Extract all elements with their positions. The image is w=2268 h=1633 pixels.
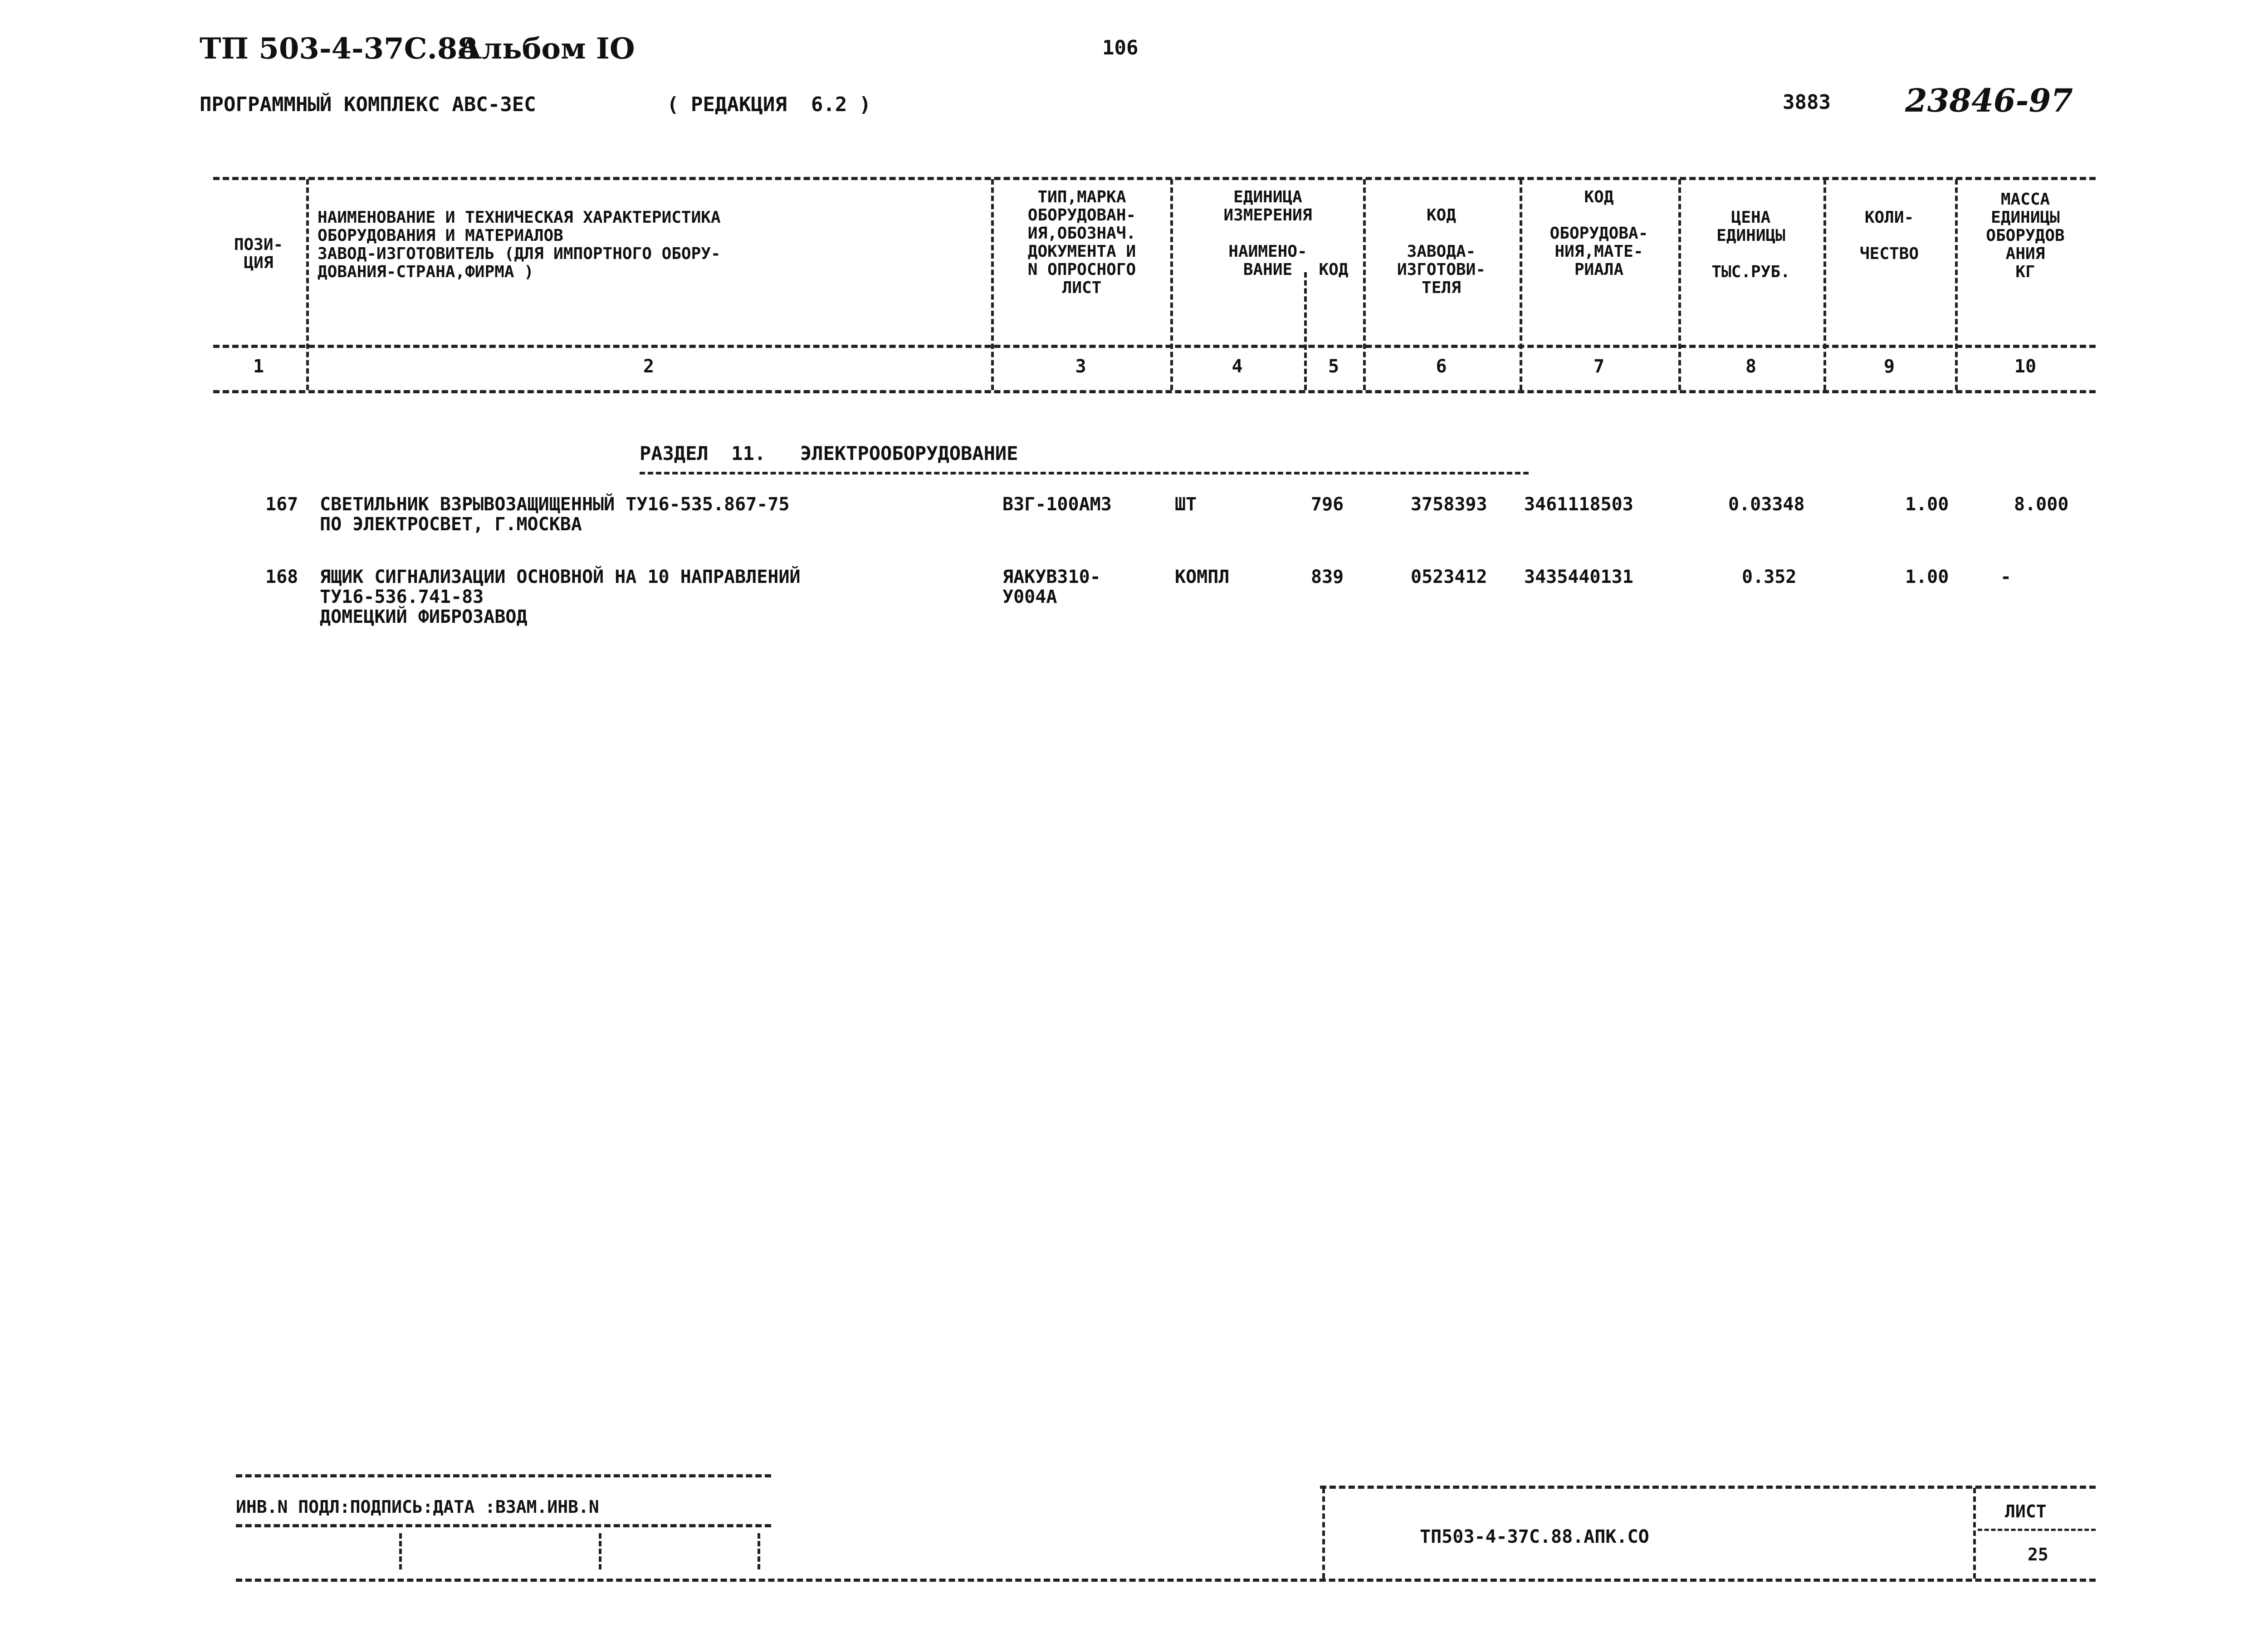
row-unit: ШТ	[1175, 494, 1197, 515]
stamp-sep	[399, 1533, 402, 1569]
col-header-quantity: КОЛИ- ЧЕСТВО	[1859, 208, 1919, 263]
row-name: СВЕТИЛЬНИК ВЗРЫВОЗАЩИЩЕННЫЙ ТУ16-535.867-75 ПО ЭЛЕКТРОСВЕТ, Г.МОСКВА	[320, 494, 790, 535]
table-header-rule	[213, 345, 2096, 348]
col-header-unit: ЕДИНИЦА ИЗМЕРЕНИЯ НАИМЕНО- ВАНИЕ	[1223, 188, 1312, 279]
row-price: 0.352	[1742, 567, 1797, 587]
row-quantity: 1.00	[1905, 494, 1949, 515]
program-name: ПРОГРАММНЫЙ КОМПЛЕКС АВС-ЗЕС	[200, 93, 536, 116]
row-mass: -	[2000, 567, 2012, 587]
titleblock-top-rule	[1320, 1486, 2096, 1489]
stamp-sep	[599, 1533, 601, 1569]
stamp-labels: ИНВ.N ПОДЛ:ПОДПИСЬ:ДАТА :ВЗАМ.ИНВ.N	[236, 1497, 599, 1517]
section-underline	[640, 472, 1529, 474]
titleblock-left	[1322, 1488, 1325, 1579]
col-number: 1	[253, 356, 264, 377]
row-unit-code: 839	[1311, 567, 1344, 587]
album-label: Альбом IO	[458, 32, 635, 66]
row-type: ЯАКУВЗ10- У004А	[1002, 567, 1101, 607]
page-number: 106	[1102, 36, 1139, 59]
col-number: 6	[1436, 356, 1447, 377]
col-header-position: ПОЗИ- ЦИЯ	[234, 235, 284, 272]
row-type: ВЗГ-100АМЗ	[1002, 494, 1112, 515]
col-number: 8	[1745, 356, 1757, 377]
row-plant-code: 3758393	[1411, 494, 1487, 515]
titleblock-sep	[1973, 1488, 1976, 1579]
col-number: 2	[643, 356, 655, 377]
row-item-code: 3435440131	[1524, 567, 1633, 587]
doc-code: ТП 503-4-37С.88	[200, 32, 478, 66]
col-number: 10	[2014, 356, 2037, 377]
stamp-mid-rule	[236, 1524, 771, 1527]
row-item-code: 3461118503	[1524, 494, 1633, 515]
row-position: 167	[265, 494, 298, 515]
copy-id: 3883	[1783, 91, 1831, 114]
col-number: 9	[1883, 356, 1895, 377]
edition-label: ( РЕДАКЦИЯ 6.2 )	[667, 93, 871, 116]
col-header-name: НАИМЕНОВАНИЕ И ТЕХНИЧЕСКАЯ ХАРАКТЕРИСТИКА ОБОРУДОВАНИЯ И МАТЕРИАЛОВ ЗАВОД-ИЗГОТОВИТЕЛЬ (ДЛЯ ИМПОРТНОГО ОБОРУ- ДОВАНИЯ-СТРАНА,ФИРМА )	[318, 208, 721, 281]
sheet-number: 25	[2028, 1545, 2048, 1565]
row-unit: КОМПЛ	[1175, 567, 1230, 587]
row-position: 168	[265, 567, 298, 587]
stamp-top-rule	[236, 1474, 771, 1477]
table-top-rule	[213, 177, 2096, 180]
col-number: 7	[1593, 356, 1605, 377]
col-number: 4	[1232, 356, 1243, 377]
doc-reference: ТП503-4-37С.88.АПК.СО	[1420, 1526, 1649, 1547]
stamp-sep	[758, 1533, 760, 1569]
row-price: 0.03348	[1728, 494, 1805, 515]
col-header-price: ЦЕНА ЕДИНИЦЫ ТЫС.РУБ.	[1711, 208, 1790, 281]
row-unit-code: 796	[1311, 494, 1344, 515]
col-header-mass: МАССА ЕДИНИЦЫ ОБОРУДОВ АНИЯ КГ	[1986, 190, 2065, 281]
page-bottom-rule	[236, 1579, 2096, 1582]
sheet-label: ЛИСТ	[2005, 1501, 2047, 1521]
sheet-rule	[1978, 1529, 2096, 1531]
section-title: РАЗДЕЛ 11. ЭЛЕКТРООБОРУДОВАНИЕ	[640, 442, 1018, 464]
col-number: 5	[1328, 356, 1339, 377]
col-header-unit-code: КОД	[1319, 260, 1349, 279]
row-mass: 8.000	[2014, 494, 2069, 515]
col-header-item-code: КОД ОБОРУДОВА- НИЯ,МАТЕ- РИАЛА	[1549, 188, 1648, 279]
handwritten-mark: 23846-97	[1905, 82, 2073, 119]
col-header-type: ТИП,МАРКА ОБОРУДОВАН- ИЯ,ОБОЗНАЧ. ДОКУМЕНТА И N ОПРОСНОГО ЛИСТ	[1027, 188, 1136, 297]
col-header-plant-code: КОД ЗАВОДА- ИЗГОТОВИ- ТЕЛЯ	[1397, 206, 1486, 297]
table-numbers-rule	[213, 390, 2096, 393]
row-quantity: 1.00	[1905, 567, 1949, 587]
row-name: ЯЩИК СИГНАЛИЗАЦИИ ОСНОВНОЙ НА 10 НАПРАВЛЕНИЙ ТУ16-536.741-83 ДОМЕЦКИЙ ФИБРОЗАВОД	[320, 567, 801, 627]
col-number: 3	[1075, 356, 1086, 377]
row-plant-code: 0523412	[1411, 567, 1487, 587]
